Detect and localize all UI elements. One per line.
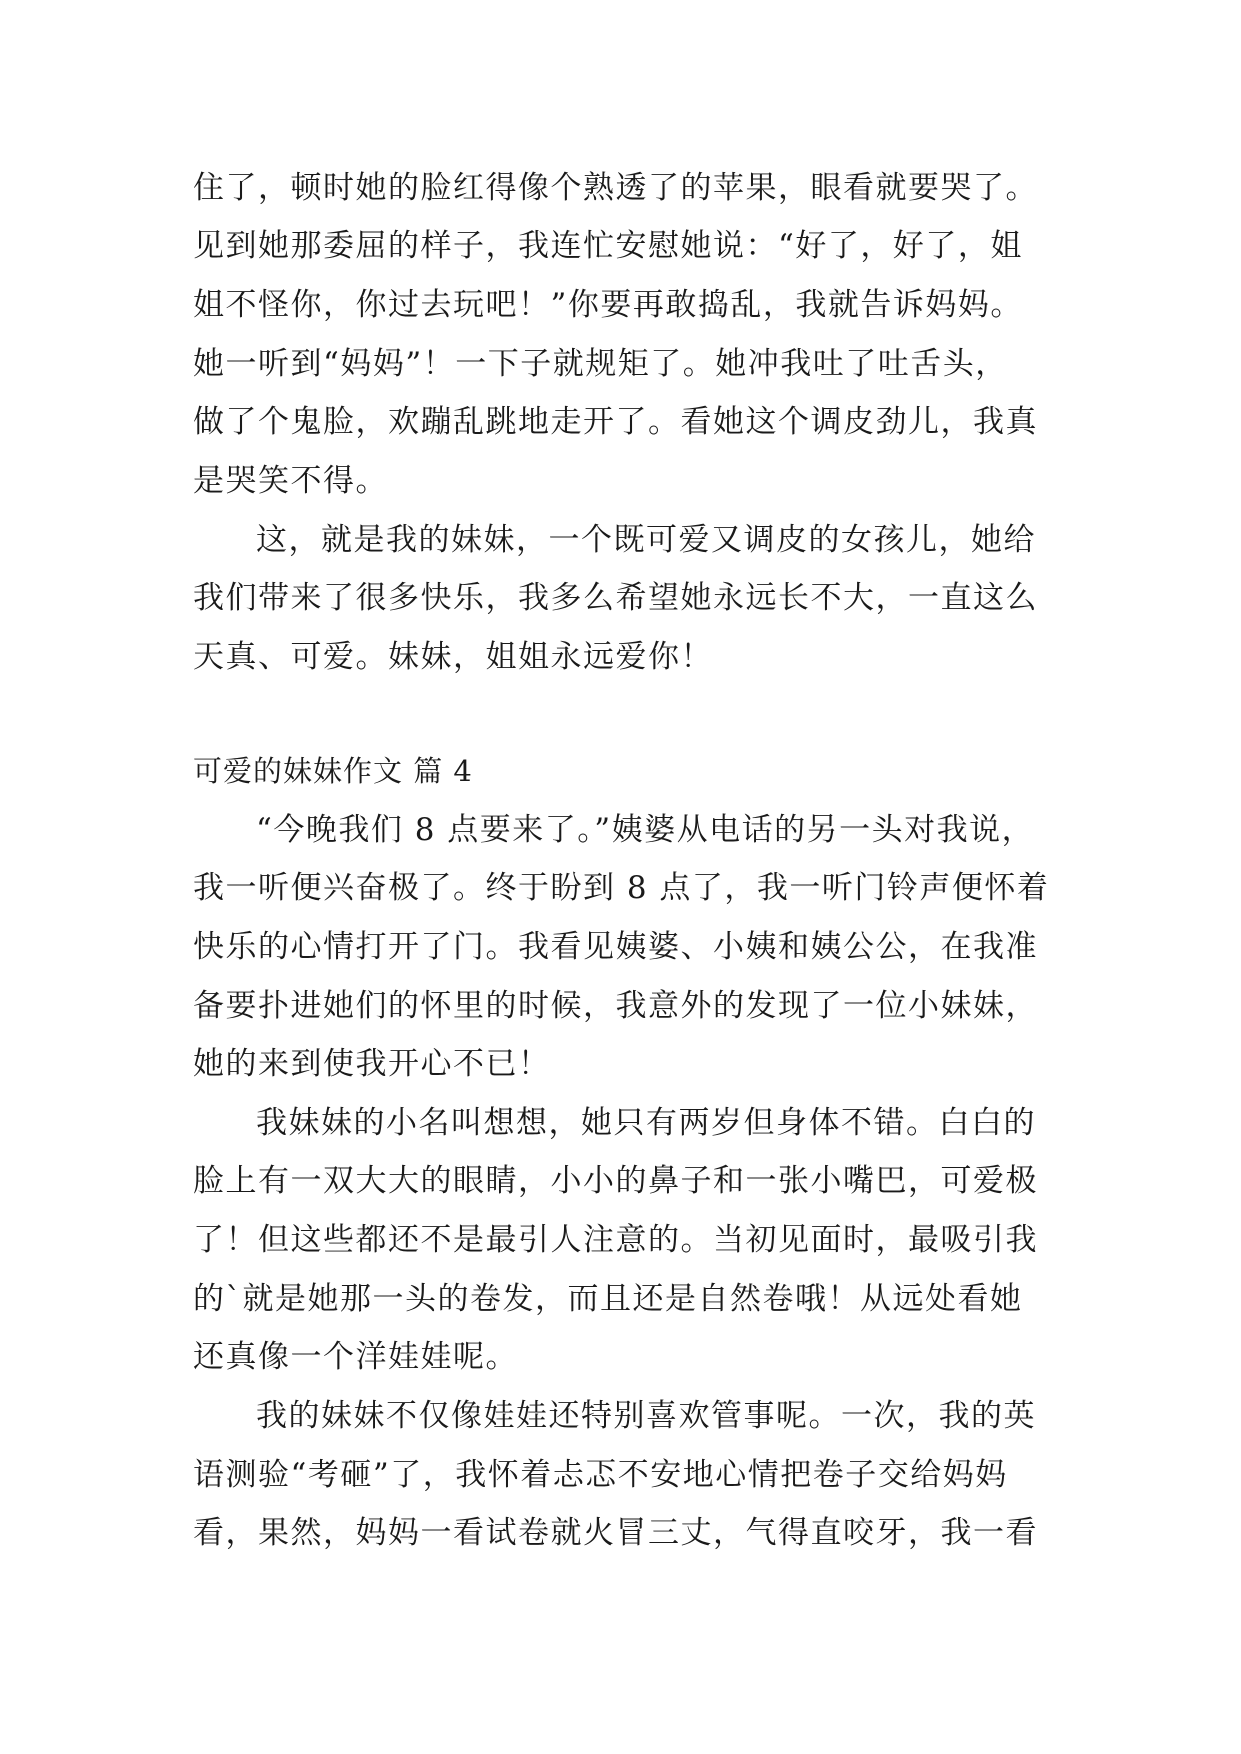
paragraph-line: 还真像一个洋娃娃呢。 — [193, 1339, 518, 1375]
paragraph-line: 了！但这些都还不是最引人注意的。当初见面时，最吸引我 — [193, 1222, 1038, 1258]
paragraph-line: 语测验“考砸”了，我怀着忐忑不安地心情把卷子交给妈妈 — [193, 1457, 1008, 1493]
section-heading: 可爱的妹妹作文 篇 4 — [193, 754, 473, 788]
paragraph-line: 快乐的心情打开了门。我看见姨婆、小姨和姨公公，在我准 — [193, 929, 1038, 965]
paragraph-line: 脸上有一双大大的眼睛，小小的鼻子和一张小嘴巴，可爱极 — [193, 1163, 1038, 1199]
paragraph-line: 我的妹妹不仅像娃娃还特别喜欢管事呢。一次，我的英 — [256, 1398, 1036, 1434]
paragraph-line: 她一听到“妈妈”！一下子就规矩了。她冲我吐了吐舌头， — [193, 346, 1008, 382]
paragraph-line: 我一听便兴奋极了。终于盼到 8 点了，我一听门铃声便怀着 — [193, 870, 1050, 906]
paragraph-line: 姐不怪你，你过去玩吧！”你要再敢捣乱，我就告诉妈妈。 — [193, 287, 1023, 323]
paragraph-line: 住了，顿时她的脸红得像个熟透了的苹果，眼看就要哭了。 — [193, 170, 1038, 206]
paragraph-line: 看，果然，妈妈一看试卷就火冒三丈，气得直咬牙，我一看 — [193, 1515, 1038, 1551]
paragraph-line: 天真、可爱。妹妹，姐姐永远爱你！ — [193, 639, 713, 675]
paragraph-line: 见到她那委屈的样子，我连忙安慰她说：“好了，好了，姐 — [193, 228, 1023, 264]
paragraph-line: 我们带来了很多快乐，我多么希望她永远长不大，一直这么 — [193, 580, 1038, 616]
paragraph-line: 的`就是她那一头的卷发，而且还是自然卷哦！从远处看她 — [193, 1281, 1023, 1317]
paragraph-line: 这，就是我的妹妹，一个既可爱又调皮的女孩儿，她给 — [256, 522, 1036, 558]
paragraph-line: 备要扑进她们的怀里的时候，我意外的发现了一位小妹妹， — [193, 988, 1038, 1024]
paragraph-line: “今晚我们 8 点要来了。”姨婆从电话的另一头对我说， — [256, 812, 1035, 848]
paragraph-line: 做了个鬼脸，欢蹦乱跳地走开了。看她这个调皮劲儿，我真 — [193, 404, 1038, 440]
paragraph-line: 她的来到使我开心不已！ — [193, 1046, 551, 1082]
paragraph-line: 我妹妹的小名叫想想，她只有两岁但身体不错。白白的 — [256, 1105, 1036, 1141]
paragraph-line: 是哭笑不得。 — [193, 463, 388, 499]
